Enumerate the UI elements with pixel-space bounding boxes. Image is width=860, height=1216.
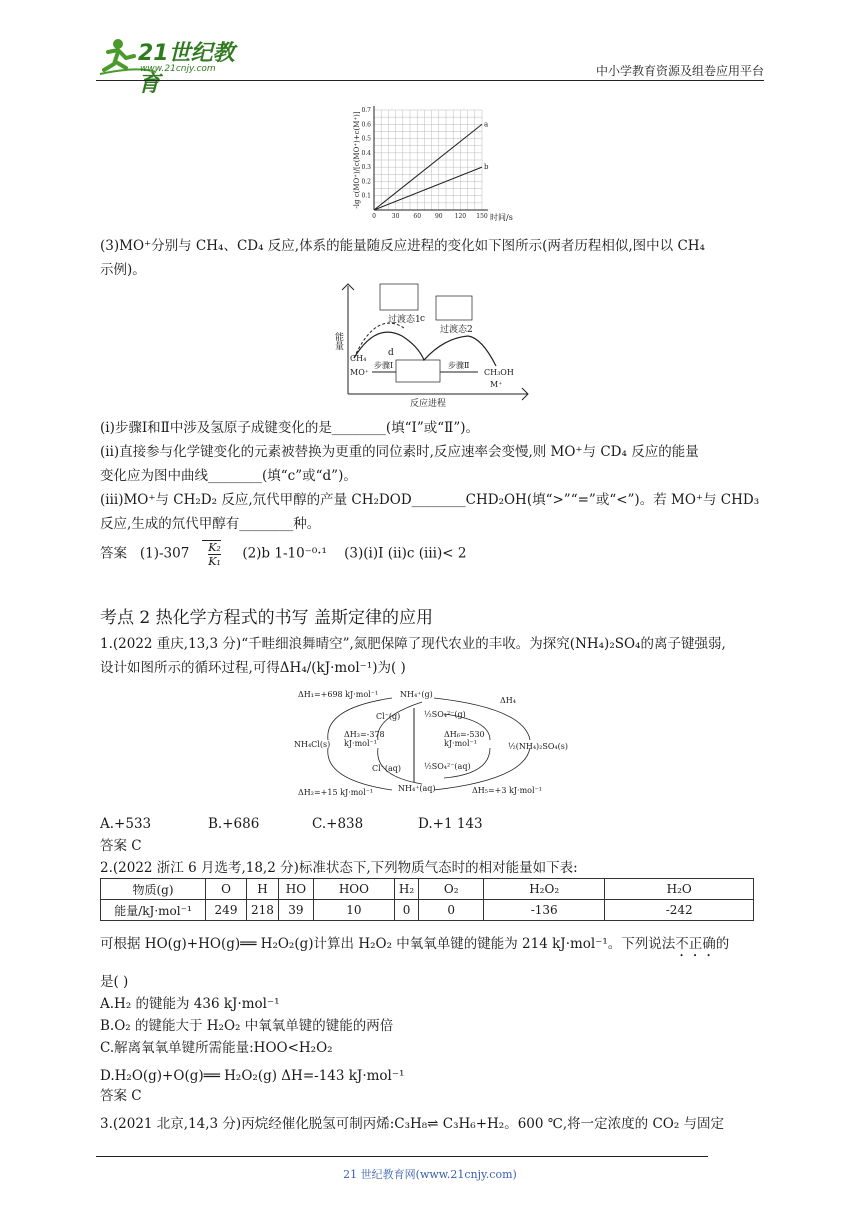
table-cell: O [206, 879, 247, 900]
table-cell: H₂O [605, 879, 754, 900]
cycle-figure [294, 688, 594, 800]
answer-part3: (3)(ⅰ)Ⅰ (ⅱ)c (ⅲ)< 2 [344, 545, 467, 562]
q1-option-b[interactable]: B.+686 [208, 816, 260, 832]
table-cell: 218 [247, 900, 279, 921]
nh4-aq-label: NH₄⁺(aq) [398, 784, 436, 793]
answer-part1: (1)-307 [139, 545, 190, 562]
nh42so4-label: ½(NH₄)₂SO₄(s) [508, 742, 568, 751]
q2-line1: 2.(2022 浙江 6 月选考,18,2 分)标准状态下,下列物质气态时的相对能量如下表: [100, 860, 578, 876]
energy-table [100, 878, 754, 921]
table-cell: HO [278, 879, 313, 900]
q2-emphasis: 不正确 [675, 936, 716, 952]
reactant1: CH₄ [350, 354, 367, 363]
series-label-a: a [484, 120, 489, 129]
q1-option-a[interactable]: A.+533 [100, 816, 152, 832]
x-tick-label: 150 [476, 213, 488, 220]
step2-label: 步骤Ⅱ [448, 361, 470, 370]
q2-line3: 是( ) [100, 974, 129, 990]
cl-g-label: Cl⁻(g) [376, 712, 401, 721]
q1-option-d[interactable]: D.+1 143 [418, 816, 483, 832]
footer-rule [96, 1156, 708, 1157]
frac-numerator: K₂ [208, 541, 221, 554]
table-cell: -136 [484, 900, 605, 921]
answer-label: 答案 [100, 545, 127, 562]
y-tick-label: 0.1 [361, 192, 371, 200]
y-tick-label: 0.3 [361, 164, 371, 172]
frac-denominator: K₁ [208, 555, 221, 568]
q2-option-c[interactable]: C.解离氧氧单键所需能量:HOO<H₂O₂ [100, 1040, 333, 1056]
table-header-row [101, 879, 754, 900]
subq-iii-1: (ⅲ)MO⁺与 CH₂D₂ 反应,氘代甲醇的产量 CH₂DOD________CHD₂OH(填“>”“=”或“<”)。若 MO⁺与 CHD₃ [100, 492, 760, 508]
dh6-label: ΔH₆=-530 kJ·mol⁻¹ [444, 730, 485, 748]
figure-2 [332, 282, 532, 412]
table-cell: -242 [605, 900, 754, 921]
table-cell: H₂O₂ [484, 879, 605, 900]
step1-label: 步骤Ⅰ [374, 361, 394, 370]
q2-answer: 答案 C [100, 1088, 142, 1104]
dh1-label: ΔH₁=+698 kJ·mol⁻¹ [298, 690, 379, 699]
q2-option-d[interactable]: D.H₂O(g)+O(g)══ H₂O₂(g) ΔH=-143 kJ·mol⁻¹ [100, 1068, 405, 1084]
series-label-b: b [484, 163, 489, 172]
sqrt-fraction [202, 540, 221, 568]
subq-iii-2: 反应,生成的氘代甲醇有________种。 [100, 516, 321, 532]
q2-line2 [100, 934, 729, 960]
q2-option-b[interactable]: B.O₂ 的键能大于 H₂O₂ 中氧氧单键的键能的两倍 [100, 1018, 394, 1034]
x-tick-label: 90 [434, 213, 443, 220]
energy-diagram [332, 282, 532, 412]
q1-option-c[interactable]: C.+838 [312, 816, 364, 832]
table-cell: O₂ [419, 879, 484, 900]
answer-part2: (2)b 1-10⁻⁰·¹ [242, 545, 327, 562]
x-tick-label: 30 [391, 213, 400, 220]
figure-1-ylabel: -lg c(MO⁺)/[c(MO⁺)+c(M⁺)] [353, 111, 361, 209]
dh5-label: ΔH₅=+3 kJ·mol⁻¹ [472, 786, 542, 795]
figure-1 [342, 104, 532, 224]
subq-ii-1: (ⅱ)直接参与化学键变化的元素被替换为更重的同位素时,反应速率会变慢,则 MO⁺与 CD₄ 反应的能量 [100, 444, 699, 460]
table-row [101, 900, 754, 921]
y-tick-label: 0.6 [361, 121, 371, 129]
q1-line2: 设计如图所示的循环过程,可得ΔH₄/(kJ·mol⁻¹)为( ) [100, 660, 406, 676]
logo-text: 21世纪教育 [138, 41, 235, 97]
dh2-label: ΔH₂=+15 kJ·mol⁻¹ [298, 788, 374, 797]
table-cell: H [247, 879, 279, 900]
so4-g-label: ½SO₄²⁻(g) [424, 710, 466, 719]
y-tick-label: 0.2 [361, 178, 371, 186]
q2-line2-main: 可根据 HO(g)+HO(g)══ H₂O₂(g)计算出 H₂O₂ 中氧氧单键的键能为 214 kJ·mol⁻¹。下列说法 [100, 936, 676, 952]
subq-i: (ⅰ)步骤Ⅰ和Ⅱ中涉及氢原子成键变化的是________(填“Ⅰ”或“Ⅱ”)。 [100, 420, 480, 436]
answer-1 [100, 540, 466, 568]
dh3-label: ΔH₃=-378 kJ·mol⁻¹ [344, 730, 385, 748]
figure-1-xlabel: 时间/s [490, 213, 513, 222]
product2: M⁺ [490, 380, 503, 389]
q2-line2-end: 的 [715, 936, 730, 952]
q3-line2: 示例)。 [100, 262, 146, 278]
table-cell: 10 [313, 900, 394, 921]
dh4-label: ΔH₄ [500, 696, 516, 705]
table-cell: 0 [394, 900, 418, 921]
subq-ii-2: 变化应为图中曲线________(填“c”或“d”)。 [100, 468, 357, 484]
q1-options [100, 814, 483, 834]
figure-2-ylabel: 能量 [333, 332, 343, 350]
curve-c-label: c [420, 314, 426, 324]
cl-aq-label: Cl⁻(aq) [372, 764, 402, 773]
curve-d-label: d [388, 348, 394, 358]
y-tick-label: 0.4 [361, 149, 371, 157]
nh4-g-label: NH₄⁺(g) [400, 690, 433, 699]
q2-option-a[interactable]: A.H₂ 的键能为 436 kJ·mol⁻¹ [100, 996, 280, 1012]
table-cell: H₂ [394, 879, 418, 900]
x-tick-label: 0 [372, 213, 376, 220]
x-tick-label: 60 [413, 213, 422, 220]
table-cell: 249 [206, 900, 247, 921]
q1-answer: 答案 C [100, 838, 142, 854]
ts2-label: 过渡态2 [440, 325, 473, 335]
header-rule [96, 80, 764, 81]
table-cell: 能量/kJ·mol⁻¹ [101, 900, 206, 921]
x-tick-label: 120 [454, 213, 467, 220]
table-cell: HOO [313, 879, 394, 900]
header-title: 中小学教育资源及组卷应用平台 [595, 64, 764, 78]
so4-aq-label: ½SO₄²⁻(aq) [424, 762, 471, 771]
product1: CH₃OH [484, 368, 514, 377]
q1-line1: 1.(2022 重庆,13,3 分)“千畦细浪舞晴空”,氮肥保障了现代农业的丰收。为探究(NH₄)₂SO₄的离子键强弱, [100, 636, 726, 652]
table-cell: 物质(g) [101, 879, 206, 900]
q3next-line1: 3.(2021 北京,14,3 分)丙烷经催化脱氢可制丙烯:C₃H₈⇌ C₃H₆+H₂。600 ℃,将一定浓度的 CO₂ 与固定 [100, 1116, 725, 1132]
q3-line1: (3)MO⁺分别与 CH₄、CD₄ 反应,体系的能量随反应进程的变化如下图所示(两者历程相似,图中以 CH₄ [100, 238, 705, 254]
site-logo [96, 34, 256, 97]
logo-url: www.21cnjy.com [140, 64, 216, 74]
table-cell: 39 [278, 900, 313, 921]
y-tick-label: 0.5 [361, 135, 371, 143]
ts1-label: 过渡态1 [388, 315, 421, 325]
reactant2: MO⁺ [350, 368, 369, 377]
footer-text: 21 世纪教育网(www.21cnjy.com) [343, 1168, 517, 1181]
figure-2-xlabel: 反应进程 [410, 399, 447, 409]
table-cell: 0 [419, 900, 484, 921]
nh4cl-label: NH₄Cl(s) [294, 740, 331, 749]
y-tick-label: 0.7 [361, 107, 371, 114]
section-title: 考点 2 热化学方程式的书写 盖斯定律的应用 [100, 608, 434, 628]
chart-1-svg [342, 104, 532, 224]
